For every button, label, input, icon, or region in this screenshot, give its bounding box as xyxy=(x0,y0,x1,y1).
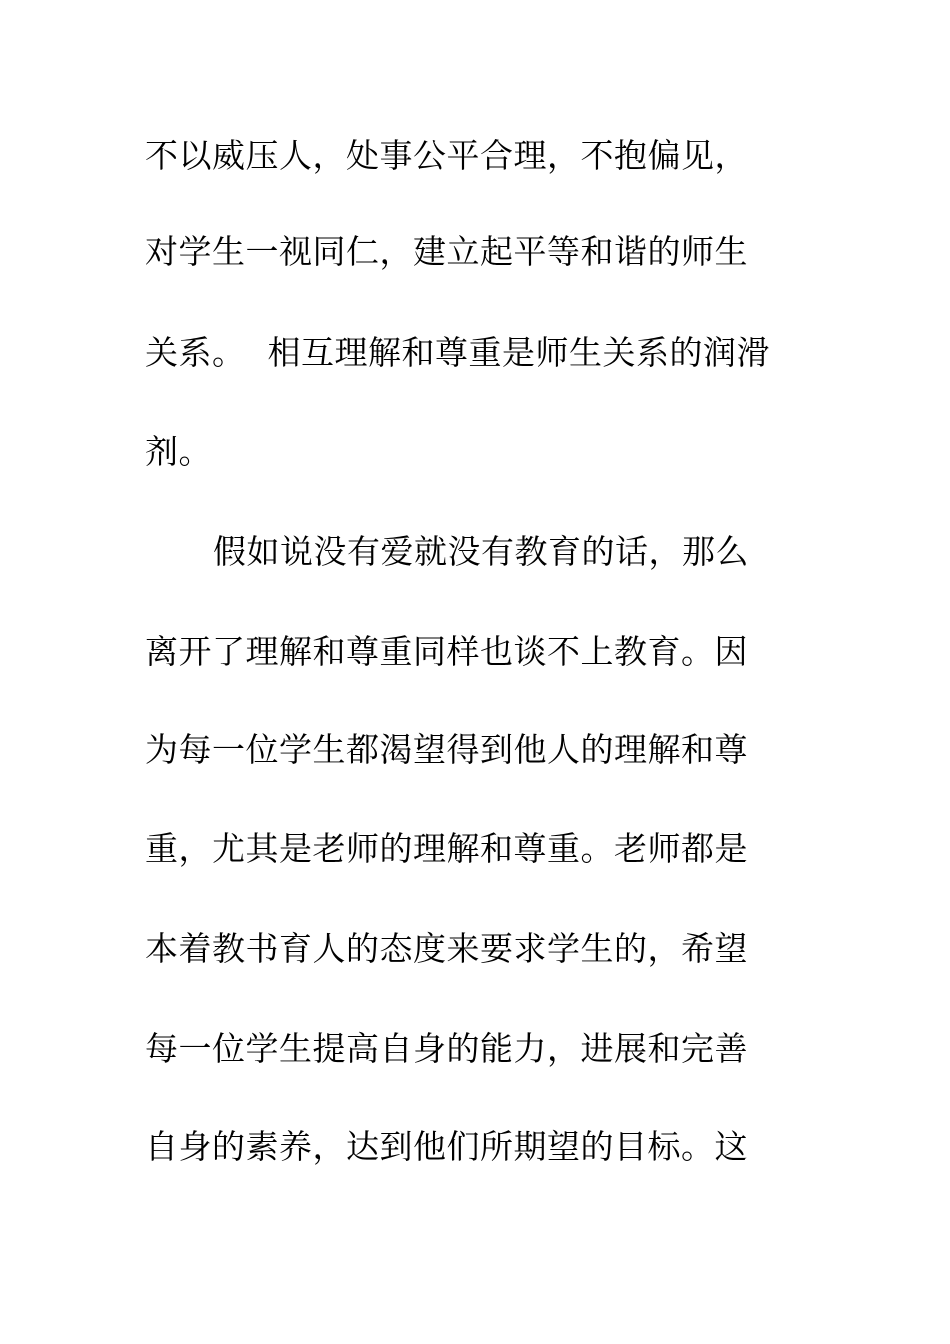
text-line: 剂。 xyxy=(145,432,212,471)
text-line: 自身的素养，达到他们所期望的目标。这 xyxy=(145,1127,748,1166)
text-line: 为每一位学生都渴望得到他人的理解和尊 xyxy=(145,730,748,769)
text-line: 本着教书育人的态度来要求学生的，希望 xyxy=(145,929,748,968)
text-line: 不以威压人，处事公平合理，不抱偏见， xyxy=(145,136,748,175)
text-line: 假如说没有爱就没有教育的话，那么 xyxy=(213,532,749,571)
text-line: 关系。 相互理解和尊重是师生关系的润滑 xyxy=(145,333,770,372)
text-line: 离开了理解和尊重同样也谈不上教育。因 xyxy=(145,632,748,671)
text-line: 每一位学生提高自身的能力，进展和完善 xyxy=(145,1029,748,1068)
text-line: 对学生一视同仁，建立起平等和谐的师生 xyxy=(145,232,748,271)
text-line: 重，尤其是老师的理解和尊重。老师都是 xyxy=(145,829,748,868)
